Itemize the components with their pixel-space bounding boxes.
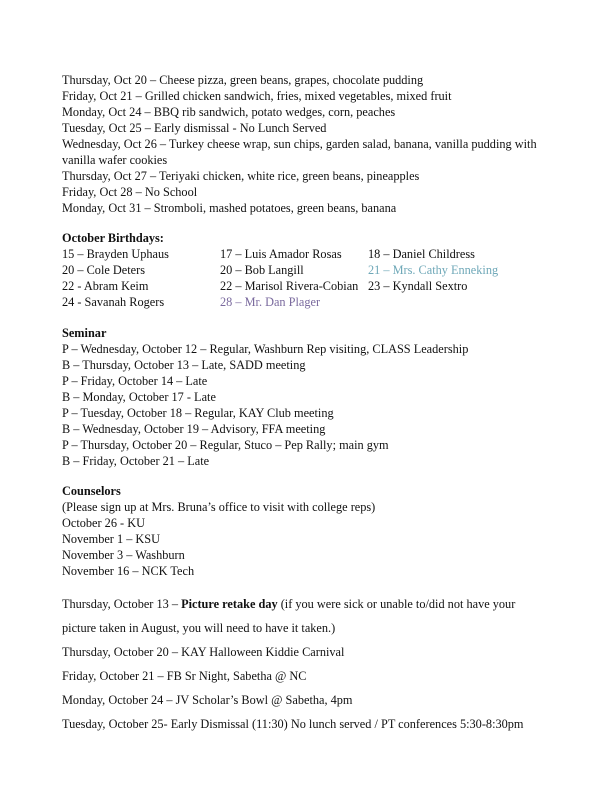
menu-item: Wednesday, Oct 26 – Turkey cheese wrap, sun chips, garden salad, banana, vanilla pudding with vanilla wafer cookies [62,137,537,167]
birthdays-heading: October Birthdays: [62,231,164,245]
menu-item: Thursday, Oct 20 – Cheese pizza, green beans, grapes, chocolate pudding [62,73,424,87]
birthday-row [62,246,562,262]
event-item: Thursday, October 20 – KAY Halloween Kiddie Carnival [62,645,345,659]
birthday-row [62,278,562,294]
event-item: Monday, October 24 – JV Scholar’s Bowl @ Sabetha, 4pm [62,693,353,707]
birthday-entry: 20 – Cole Deters [62,263,145,277]
counselors-heading: Counselors [62,484,121,498]
menu-item: Monday, Oct 24 – BBQ rib sandwich, potato wedges, corn, peaches [62,105,396,119]
counselor-visit: November 1 – KSU [62,532,161,546]
lunch-menu [62,72,542,216]
seminar-item: B – Friday, October 21 – Late [62,454,210,468]
seminar-section [62,325,562,469]
event-picture-retake [62,592,542,640]
seminar-item: B – Monday, October 17 - Late [62,390,216,404]
birthday-entry: 17 – Luis Amador Rosas [220,247,342,261]
birthdays-section [62,230,562,310]
counselors-section [62,483,562,579]
menu-item: Thursday, Oct 27 – Teriyaki chicken, white rice, green beans, pineapples [62,169,420,183]
menu-item: Friday, Oct 28 – No School [62,185,198,199]
event-title: Picture retake day [181,597,278,611]
seminar-item: P – Friday, October 14 – Late [62,374,208,388]
birthday-entry: 22 – Marisol Rivera-Cobian [220,279,359,293]
birthday-entry: 20 – Bob Langill [220,263,304,277]
event-date: Thursday, October 13 – [62,597,182,611]
seminar-item: P – Thursday, October 20 – Regular, Stuco – Pep Rally; main gym [62,438,389,452]
counselor-visit: November 3 – Washburn [62,548,185,562]
event-note: (if you were sick or unable to/did not have your picture taken in August, you will need to have it taken.) [62,597,516,635]
birthday-row [62,262,562,278]
events-section [62,592,542,736]
event-item: Tuesday, October 25- Early Dismissal (11:30) No lunch served / PT conferences 5:30-8:30pm [62,717,524,731]
seminar-item: P – Wednesday, October 12 – Regular, Washburn Rep visiting, CLASS Leadership [62,342,469,356]
menu-item: Monday, Oct 31 – Stromboli, mashed potatoes, green beans, banana [62,201,397,215]
counselor-visit: October 26 - KU [62,516,145,530]
menu-item: Tuesday, Oct 25 – Early dismissal - No Lunch Served [62,121,327,135]
birthday-entry: 21 – Mrs. Cathy Enneking [368,263,499,277]
birthday-entry: 24 - Savanah Rogers [62,295,165,309]
counselors-note: (Please sign up at Mrs. Bruna’s office to visit with college reps) [62,500,376,514]
birthday-entry: 23 – Kyndall Sextro [368,279,468,293]
birthday-row [62,294,562,310]
counselor-visit: November 16 – NCK Tech [62,564,195,578]
seminar-item: B – Wednesday, October 19 – Advisory, FFA meeting [62,422,326,436]
seminar-item: P – Tuesday, October 18 – Regular, KAY Club meeting [62,406,334,420]
event-item: Friday, October 21 – FB Sr Night, Sabetha @ NC [62,669,307,683]
birthday-entry: 18 – Daniel Childress [368,247,475,261]
seminar-heading: Seminar [62,326,107,340]
birthday-entry: 15 – Brayden Uphaus [62,247,169,261]
birthday-entry: 22 - Abram Keim [62,279,149,293]
birthday-entry: 28 – Mr. Dan Plager [220,295,321,309]
menu-item: Friday, Oct 21 – Grilled chicken sandwich, fries, mixed vegetables, mixed fruit [62,89,452,103]
seminar-item: B – Thursday, October 13 – Late, SADD meeting [62,358,306,372]
